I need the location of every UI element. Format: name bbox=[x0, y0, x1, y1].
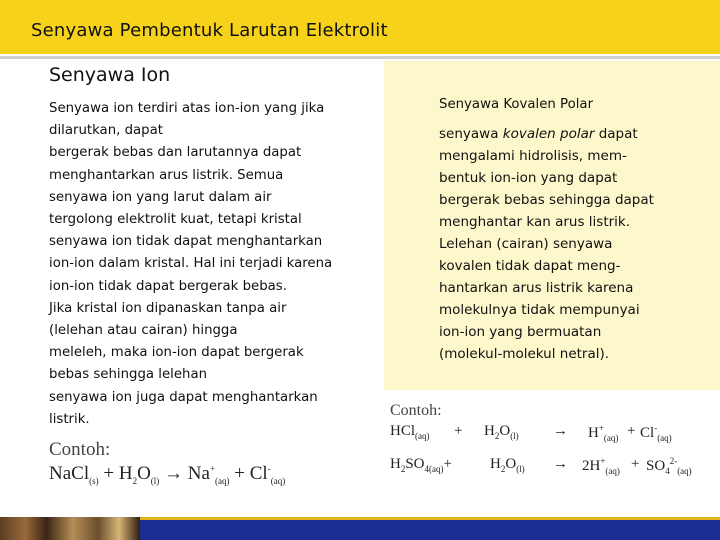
polar-covalent-heading: Senyawa Kovalen Polar bbox=[439, 97, 594, 112]
plus-sign: + bbox=[627, 423, 636, 439]
covalent-example-label: Contoh: bbox=[390, 402, 442, 419]
text-line: molekulnya tidak mempunyai bbox=[439, 302, 640, 318]
text-line: ion-ion dalam kristal. Hal ini terjadi karena bbox=[49, 256, 333, 272]
title-underline bbox=[0, 56, 720, 59]
reaction-arrow: → bbox=[553, 423, 568, 439]
text-line: senyawa ion juga dapat menghantarkan bbox=[49, 389, 318, 405]
text-line: Jika kristal ion dipanaskan tanpa air bbox=[49, 300, 287, 316]
reaction-arrow: → bbox=[164, 463, 184, 484]
text-line: listrik. bbox=[49, 411, 90, 427]
hcl-reactant: HCl$_{(aq)}$ bbox=[390, 423, 430, 441]
hydrogen-ion-product: $H^+_{(aq)}$ bbox=[588, 423, 619, 443]
chloride-ion-product: $Cl^-_{(aq)}$ bbox=[640, 423, 672, 443]
text-line: hantarkan arus listrik karena bbox=[439, 280, 634, 296]
hydrogen-ion-product: $2H^+_{(aq)}$ bbox=[582, 456, 620, 476]
slide-title: Senyawa Pembentuk Larutan Elektrolit bbox=[31, 20, 388, 41]
text-line: senyawa ion tidak dapat menghantarkan bbox=[49, 234, 323, 250]
text-line: mengalami hidrolisis, mem- bbox=[439, 148, 627, 164]
text-line: Lelehan (cairan) senyawa bbox=[439, 236, 613, 252]
ionic-example-equation: NaCl$_{(s)}$ + $H_2O_{(l)} \to Na^+_{(aq)} + Cl^-_{(aq)}$ bbox=[49, 463, 286, 486]
sulfuric-acid-reactant: $H_2SO_{4(aq)}+$ bbox=[390, 456, 452, 474]
ionic-compound-section bbox=[49, 64, 374, 431]
text-line: (molekul-molekul netral). bbox=[439, 346, 610, 362]
text-line: menghantarkan arus listrik. Semua bbox=[49, 167, 284, 183]
ionic-description bbox=[49, 98, 374, 431]
text-line: menghantar kan arus listrik. bbox=[439, 214, 631, 230]
text-line: senyawa ion yang larut dalam air bbox=[49, 189, 272, 205]
reaction-arrow: → bbox=[553, 456, 568, 472]
text-line: bergerak bebas sehingga dapat bbox=[439, 192, 654, 208]
text-line: meleleh, maka ion-ion dapat bergerak bbox=[49, 345, 304, 361]
title-bar bbox=[0, 0, 720, 54]
text-line: (lelehan atau cairan) hingga bbox=[49, 323, 238, 339]
water-reactant: $H_2O_{(l)}$ bbox=[490, 456, 525, 474]
polar-covalent-description bbox=[439, 123, 654, 365]
sulfate-ion-product: $SO_4^{2-}_{(aq)}$ bbox=[646, 456, 692, 476]
footer-photo bbox=[0, 517, 140, 540]
text-line: senyawa kovalen polar dapat bbox=[439, 126, 638, 142]
text-line: Senyawa ion terdiri atas ion-ion yang jika bbox=[49, 101, 325, 116]
text-line: tergolong elektrolit kuat, tetapi kristal bbox=[49, 212, 302, 228]
text-line: kovalen tidak dapat meng- bbox=[439, 258, 621, 274]
footer-bar bbox=[0, 517, 720, 540]
ionic-heading: Senyawa Ion bbox=[49, 64, 171, 86]
text-line: ion-ion tidak dapat bergerak bebas. bbox=[49, 278, 287, 294]
text-line: bentuk ion-ion yang dapat bbox=[439, 170, 618, 186]
ionic-example-label: Contoh: bbox=[49, 439, 111, 460]
plus-sign: + bbox=[454, 423, 463, 439]
text-line: ion-ion yang bermuatan bbox=[439, 324, 602, 340]
footer-accent-line bbox=[140, 517, 720, 520]
text-line: bebas sehingga lelehan bbox=[49, 367, 208, 383]
water-reactant: $H_2O_{(l)}$ bbox=[484, 423, 519, 441]
text-line: dilarutkan, dapat bbox=[49, 123, 163, 139]
plus-sign: + bbox=[631, 456, 640, 472]
text-line: bergerak bebas dan larutannya dapat bbox=[49, 145, 302, 161]
polar-covalent-section bbox=[384, 61, 720, 390]
